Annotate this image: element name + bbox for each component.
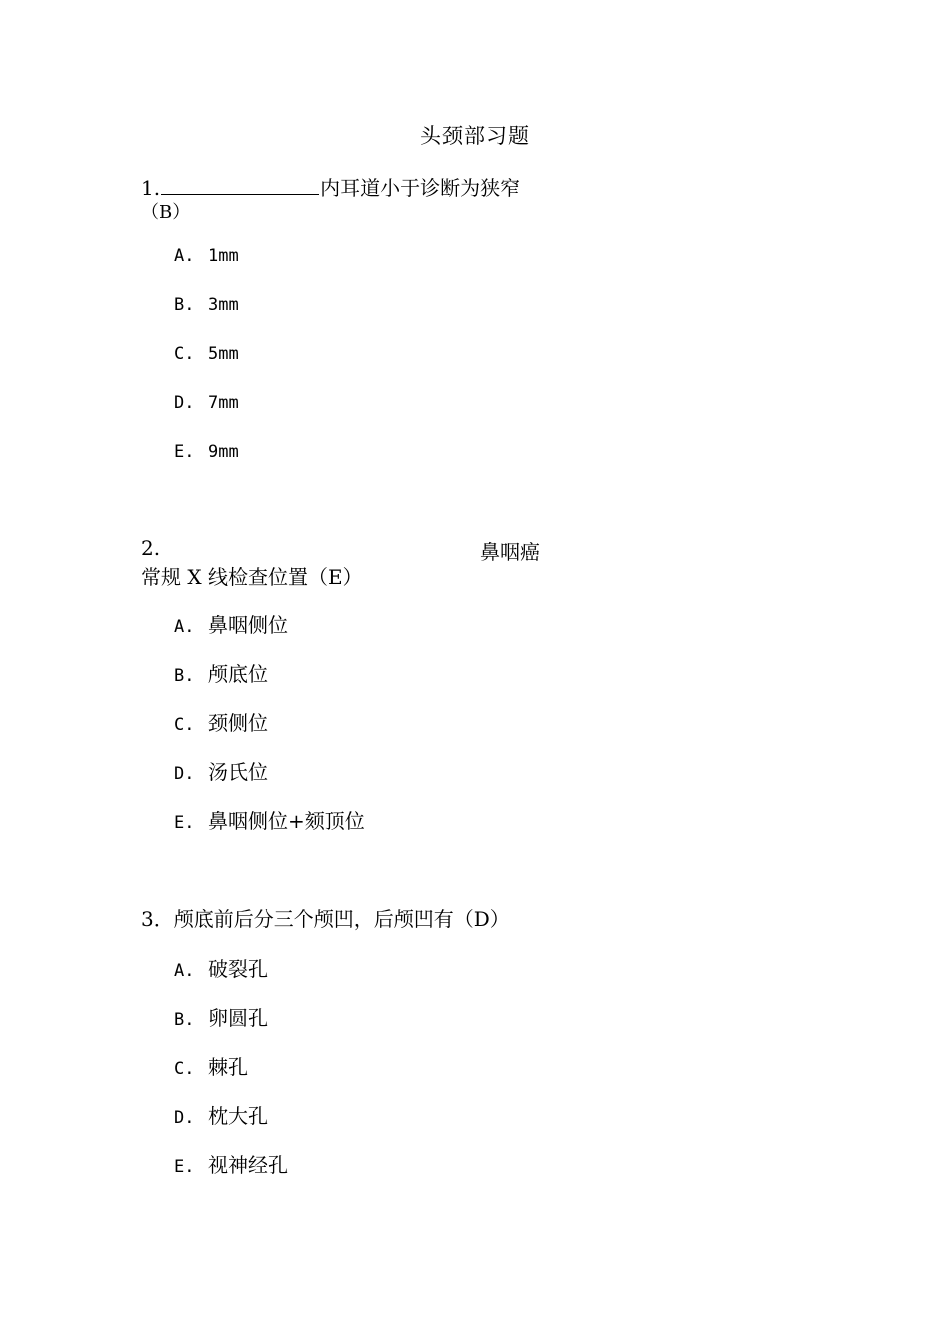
question-1-blank: [161, 178, 319, 195]
question-3-option-b: [174, 1002, 268, 1031]
option-text: 颅底位: [208, 662, 268, 686]
question-3-option-d: [174, 1100, 268, 1129]
option-text: 视神经孔: [208, 1153, 288, 1177]
option-letter: B.: [174, 1010, 195, 1030]
option-letter: C.: [174, 344, 195, 364]
question-1-text: 内耳道小于诊断为狭窄: [320, 176, 521, 200]
question-3-stem: [141, 903, 510, 932]
question-2-text-right: 鼻咽癌: [480, 540, 540, 564]
question-1-option-b: [174, 291, 239, 315]
option-text: 破裂孔: [208, 957, 268, 981]
page-title: 头颈部习题: [420, 124, 530, 148]
question-2-option-c: [174, 707, 268, 736]
option-letter: E.: [174, 1157, 195, 1177]
question-1-option-c: [174, 340, 239, 364]
option-letter: C.: [174, 715, 195, 735]
option-text: 卵圆孔: [208, 1006, 268, 1030]
option-letter: D.: [174, 1108, 195, 1128]
option-letter: E.: [174, 442, 195, 462]
question-1-stem: [141, 172, 520, 201]
option-text: 7mm: [208, 393, 239, 413]
option-letter: C.: [174, 1059, 195, 1079]
question-1-option-d: [174, 389, 239, 413]
option-letter: D.: [174, 764, 195, 784]
option-letter: A.: [174, 617, 195, 637]
question-1-option-a: [174, 242, 239, 266]
option-letter: B.: [174, 295, 195, 315]
question-3-option-c: [174, 1051, 248, 1080]
question-2-option-e: [174, 805, 365, 834]
option-letter: A.: [174, 246, 195, 266]
question-2-number: 2.: [141, 536, 161, 560]
option-text: 5mm: [208, 344, 239, 364]
question-1-number: 1.: [141, 176, 161, 200]
option-text: 鼻咽侧位: [208, 613, 288, 637]
question-3-option-a: [174, 953, 268, 982]
option-text: 鼻咽侧位+颏顶位: [208, 809, 365, 833]
option-letter: B.: [174, 666, 195, 686]
question-2-option-b: [174, 658, 268, 687]
option-text: 3mm: [208, 295, 239, 315]
option-text: 枕大孔: [208, 1104, 268, 1128]
question-2-option-a: [174, 609, 288, 638]
option-text: 汤氏位: [208, 760, 268, 784]
option-text: 棘孔: [208, 1055, 248, 1079]
question-1-option-e: [174, 438, 239, 462]
question-3-number: 3．: [141, 907, 174, 931]
question-3-text: 颅底前后分三个颅凹，后颅凹有（D）: [173, 907, 510, 931]
question-1-answer: （B）: [141, 202, 191, 223]
option-letter: E.: [174, 813, 195, 833]
option-text: 1mm: [208, 246, 239, 266]
question-3-option-e: [174, 1149, 288, 1178]
question-2-text: 常规 X 线检查位置（E）: [141, 565, 363, 589]
question-2-option-d: [174, 756, 268, 785]
option-letter: D.: [174, 393, 195, 413]
option-text: 9mm: [208, 442, 239, 462]
option-text: 颈侧位: [208, 711, 268, 735]
option-letter: A.: [174, 961, 195, 981]
